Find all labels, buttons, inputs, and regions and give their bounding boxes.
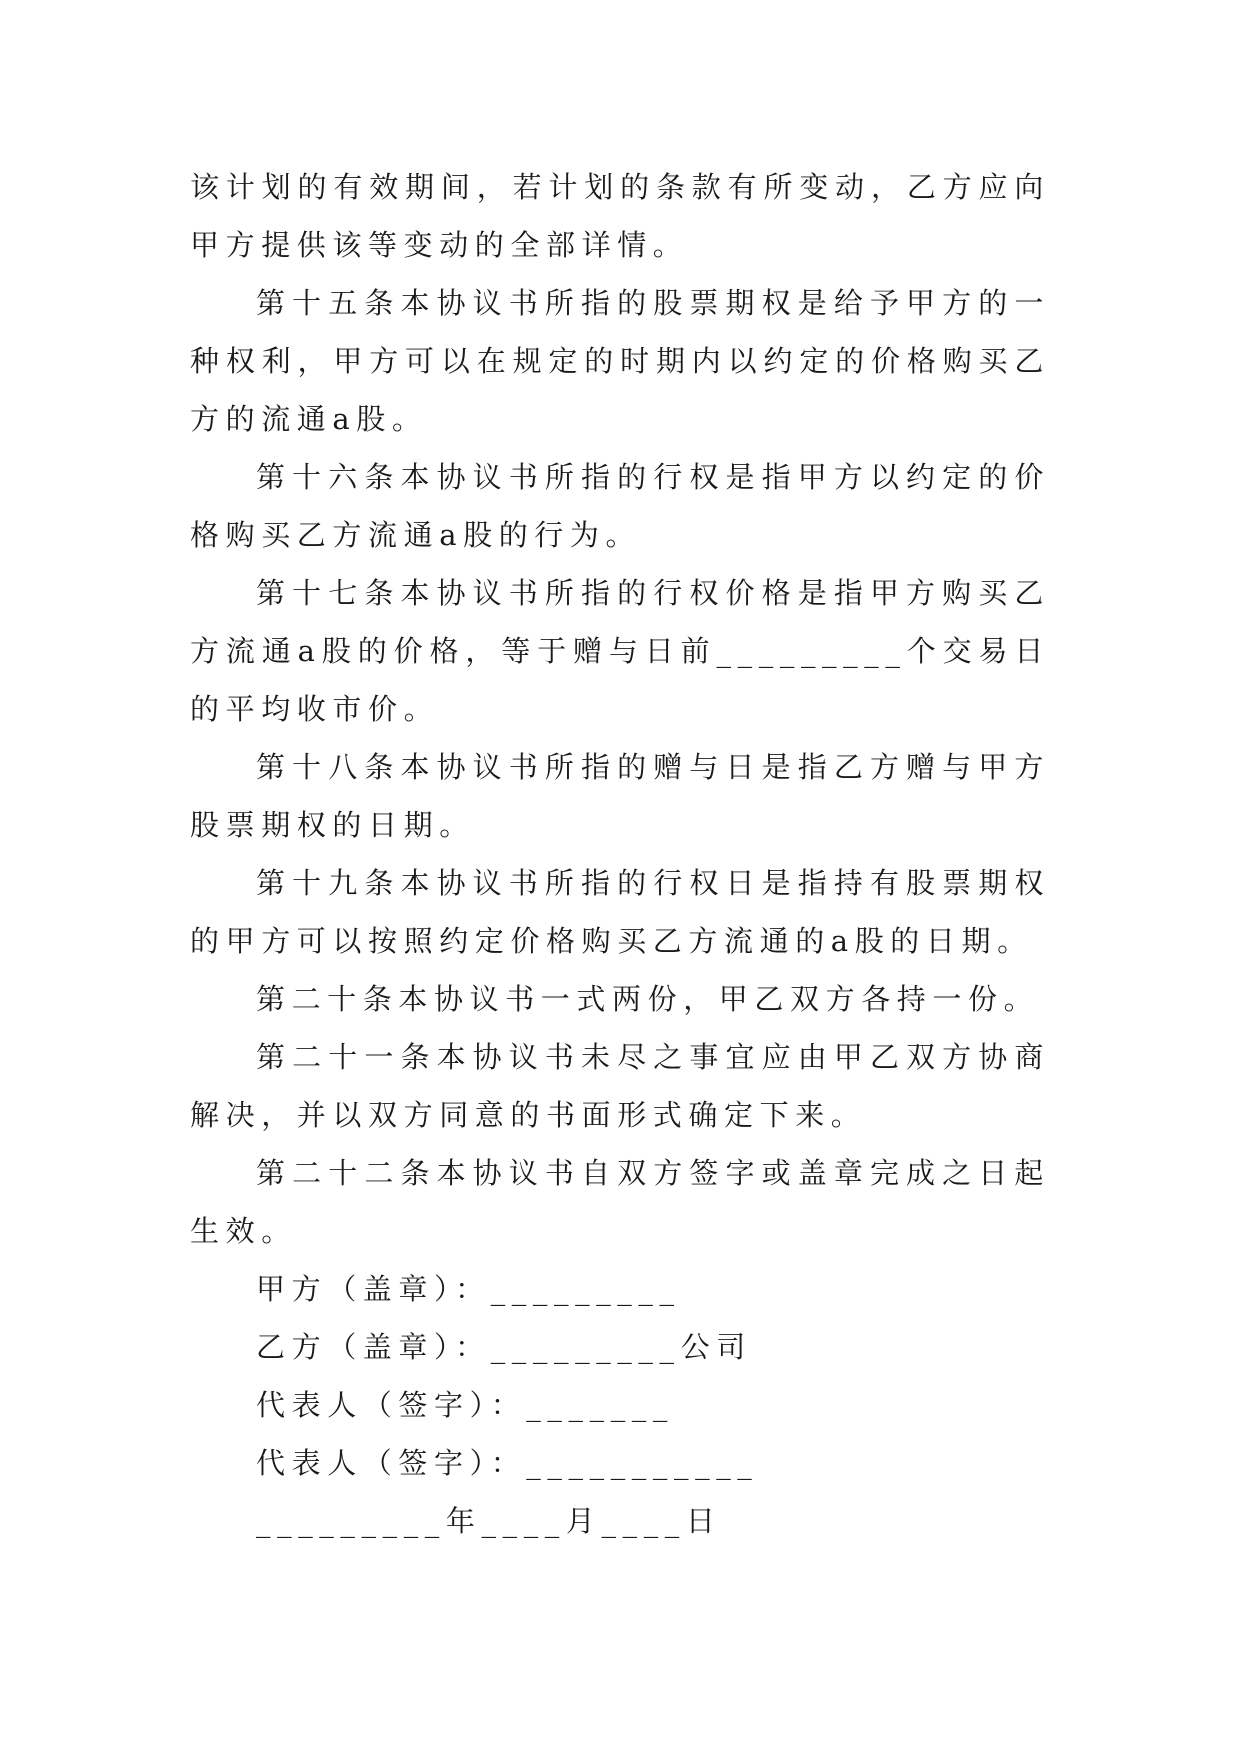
representative-signature-line: 代表人（签字）：_______ <box>256 1388 675 1422</box>
signature-block <box>190 1260 1050 1550</box>
article-20: 第二十条本协议书一式两份，甲乙双方各持一份。 <box>256 982 1040 1016</box>
representative-signature-line-2: 代表人（签字）：___________ <box>256 1446 759 1480</box>
party-b-seal-line: 乙方（盖章）：_________公司 <box>256 1330 752 1364</box>
paragraph-continuation: 该计划的有效期间，若计划的条款有所变动，乙方应向甲方提供该等变动的全部详情。 <box>190 170 1050 262</box>
party-a-seal-line: 甲方（盖章）：_________ <box>256 1272 681 1306</box>
article-15: 第十五条本协议书所指的股票期权是给予甲方的一种权利，甲方可以在规定的时期内以约定的价格购买乙方的流通a股。 <box>190 286 1050 436</box>
article-18: 第十八条本协议书所指的赠与日是指乙方赠与甲方股票期权的日期。 <box>190 750 1050 842</box>
article-16: 第十六条本协议书所指的行权是指甲方以约定的价格购买乙方流通a股的行为。 <box>190 460 1050 552</box>
date-line: _________年____月____日 <box>256 1504 722 1538</box>
article-22: 第二十二条本协议书自双方签字或盖章完成之日起生效。 <box>190 1156 1050 1248</box>
article-21: 第二十一条本协议书未尽之事宜应由甲乙双方协商解决，并以双方同意的书面形式确定下来。 <box>190 1040 1050 1132</box>
article-19: 第十九条本协议书所指的行权日是指持有股票期权的甲方可以按照约定价格购买乙方流通的a股的日期。 <box>190 866 1050 958</box>
document-body <box>190 158 1050 1550</box>
article-17: 第十七条本协议书所指的行权价格是指甲方购买乙方流通a股的价格，等于赠与日前_________个交易日的平均收市价。 <box>190 576 1050 726</box>
